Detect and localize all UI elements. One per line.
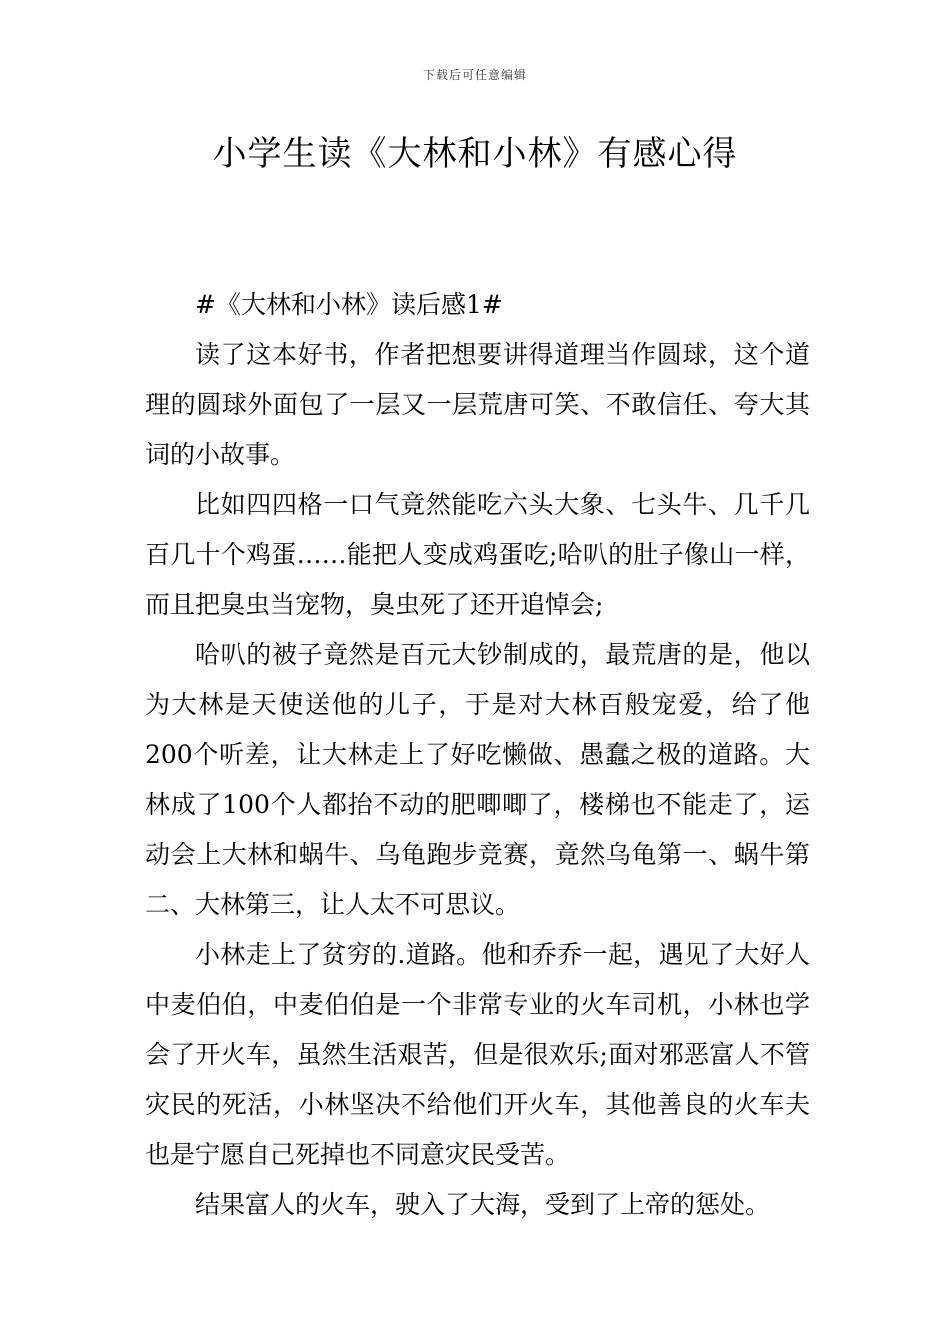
document-body	[145, 280, 810, 1230]
section-heading: #《大林和小林》读后感1#	[195, 290, 503, 319]
paragraph: 读了这本好书，作者把想要讲得道理当作圆球，这个道理的圆球外面包了一层又一层荒唐可笑、不敢信任、夸大其词的小故事。	[145, 340, 810, 469]
header-note: 下载后可任意编辑	[422, 68, 527, 82]
paragraph: 比如四四格一口气竟然能吃六头大象、七头牛、几千几百几十个鸡蛋……能把人变成鸡蛋吃;哈叭的肚子像山一样，而且把臭虫当宠物，臭虫死了还开追悼会;	[145, 490, 810, 619]
paragraph: 小林走上了贫穷的.道路。他和乔乔一起，遇见了大好人中麦伯伯，中麦伯伯是一个非常专业的火车司机，小林也学会了开火车，虽然生活艰苦，但是很欢乐;面对邪恶富人不管灾民的死活，小林坚决不给他们开火车，其他善良的火车夫也是宁愿自己死掉也不同意灾民受苦。	[145, 940, 810, 1169]
document-title: 小学生读《大林和小林》有感心得	[212, 134, 738, 174]
paragraph: 哈叭的被子竟然是百元大钞制成的，最荒唐的是，他以为大林是天使送他的儿子，于是对大林百般宠爱，给了他200个听差，让大林走上了好吃懒做、愚蠢之极的道路。大林成了100个人都抬不动的肥唧唧了，楼梯也不能走了，运动会上大林和蜗牛、乌龟跑步竞赛，竟然乌龟第一、蜗牛第二、大林第三，让人太不可思议。	[145, 640, 810, 919]
paragraph: 结果富人的火车，驶入了大海，受到了上帝的惩处。	[195, 1190, 771, 1219]
